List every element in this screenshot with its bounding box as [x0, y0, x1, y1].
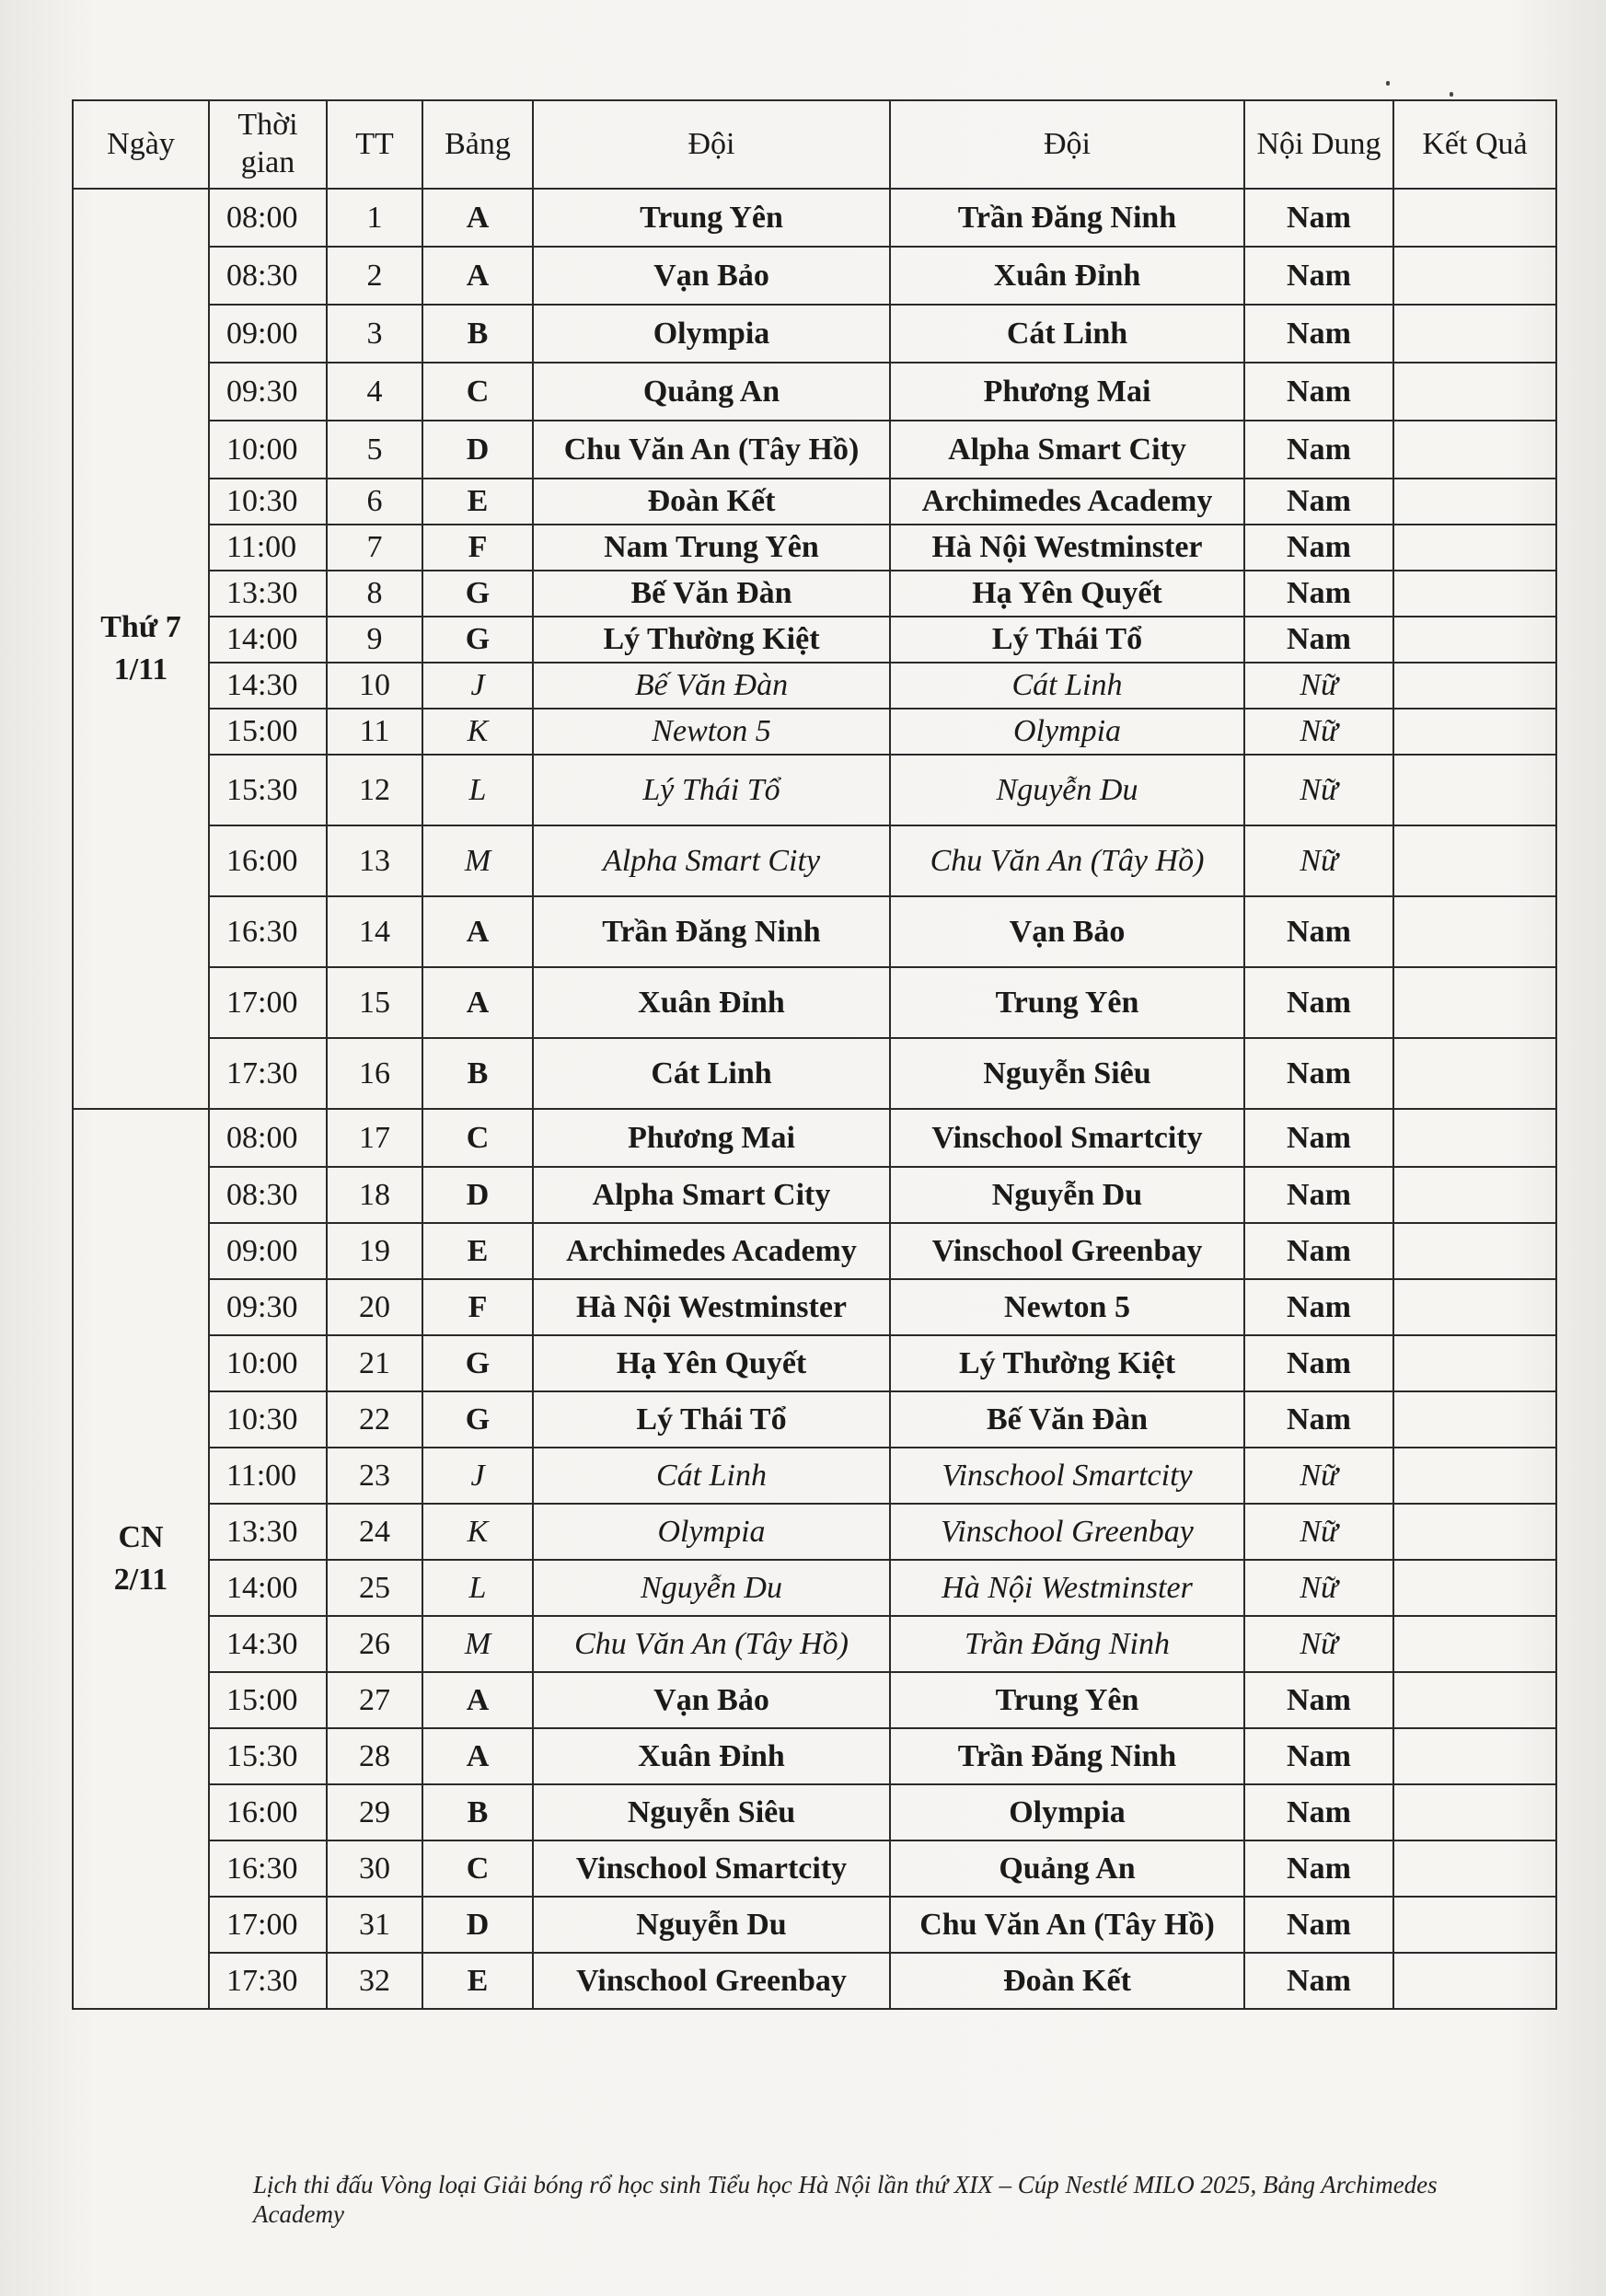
match-category: Nam — [1244, 1897, 1393, 1953]
match-row — [73, 1448, 1556, 1504]
team-1-name: Lý Thái Tổ — [533, 755, 890, 825]
match-group: L — [422, 755, 533, 825]
match-group: G — [422, 1391, 533, 1448]
match-number: 8 — [327, 571, 422, 617]
header-result: Kết Quả — [1393, 100, 1556, 189]
match-row — [73, 1109, 1556, 1167]
match-category: Nữ — [1244, 663, 1393, 709]
match-result[interactable] — [1393, 1504, 1556, 1560]
match-category: Nam — [1244, 1784, 1393, 1840]
match-result[interactable] — [1393, 421, 1556, 479]
match-category: Nam — [1244, 967, 1393, 1038]
team-2-name: Hạ Yên Quyết — [890, 571, 1244, 617]
match-group: A — [422, 1672, 533, 1728]
match-row — [73, 1223, 1556, 1279]
match-number: 22 — [327, 1391, 422, 1448]
team-1-name: Olympia — [533, 305, 890, 363]
match-row — [73, 247, 1556, 305]
match-category: Nam — [1244, 1223, 1393, 1279]
team-1-name: Phương Mai — [533, 1109, 890, 1167]
match-category: Nam — [1244, 1391, 1393, 1448]
match-result[interactable] — [1393, 1560, 1556, 1616]
day-cell — [73, 1109, 209, 2009]
team-2-name: Đoàn Kết — [890, 1953, 1244, 2009]
match-time: 14:00 — [209, 617, 327, 663]
speck-mark — [1386, 81, 1390, 86]
match-group: A — [422, 967, 533, 1038]
team-2-name: Quảng An — [890, 1840, 1244, 1897]
team-2-name: Lý Thường Kiệt — [890, 1335, 1244, 1391]
day-date: 2/11 — [113, 1563, 168, 1597]
match-number: 19 — [327, 1223, 422, 1279]
match-row — [73, 755, 1556, 825]
team-2-name: Trung Yên — [890, 967, 1244, 1038]
match-result[interactable] — [1393, 755, 1556, 825]
match-result[interactable] — [1393, 1223, 1556, 1279]
team-2-name: Alpha Smart City — [890, 421, 1244, 479]
team-2-name: Cát Linh — [890, 305, 1244, 363]
day-label: Thứ 7 — [100, 610, 181, 645]
team-2-name: Trần Đăng Ninh — [890, 1616, 1244, 1672]
match-group: K — [422, 709, 533, 755]
team-1-name: Vinschool Smartcity — [533, 1840, 890, 1897]
match-time: 16:00 — [209, 1784, 327, 1840]
team-1-name: Xuân Đỉnh — [533, 1728, 890, 1784]
match-result[interactable] — [1393, 825, 1556, 896]
team-2-name: Nguyễn Du — [890, 755, 1244, 825]
match-result[interactable] — [1393, 1897, 1556, 1953]
match-row — [73, 663, 1556, 709]
match-result[interactable] — [1393, 305, 1556, 363]
match-row — [73, 1167, 1556, 1223]
match-group: E — [422, 1953, 533, 2009]
document-caption: Lịch thi đấu Vòng loại Giải bóng rổ học sinh Tiểu học Hà Nội lần thứ XIX – Cúp Nestlé MILO 2025, Bảng Archimedes Academy — [253, 2171, 1438, 2229]
match-group: A — [422, 189, 533, 247]
match-number: 12 — [327, 755, 422, 825]
match-category: Nam — [1244, 617, 1393, 663]
match-number: 15 — [327, 967, 422, 1038]
match-category: Nam — [1244, 479, 1393, 525]
match-result[interactable] — [1393, 1335, 1556, 1391]
match-result[interactable] — [1393, 967, 1556, 1038]
match-result[interactable] — [1393, 1391, 1556, 1448]
team-2-name: Chu Văn An (Tây Hồ) — [890, 825, 1244, 896]
match-number: 9 — [327, 617, 422, 663]
match-category: Nam — [1244, 189, 1393, 247]
match-result[interactable] — [1393, 1953, 1556, 2009]
header-number: TT — [327, 100, 422, 189]
match-number: 13 — [327, 825, 422, 896]
match-result[interactable] — [1393, 1109, 1556, 1167]
match-row — [73, 421, 1556, 479]
match-number: 4 — [327, 363, 422, 421]
team-1-name: Vạn Bảo — [533, 247, 890, 305]
day-cell — [73, 189, 209, 1109]
match-result[interactable] — [1393, 709, 1556, 755]
match-group: D — [422, 1167, 533, 1223]
match-category: Nam — [1244, 421, 1393, 479]
match-time: 10:30 — [209, 1391, 327, 1448]
team-2-name: Chu Văn An (Tây Hồ) — [890, 1897, 1244, 1953]
match-time: 11:00 — [209, 525, 327, 571]
match-number: 5 — [327, 421, 422, 479]
team-2-name: Archimedes Academy — [890, 479, 1244, 525]
match-category: Nam — [1244, 1953, 1393, 2009]
team-2-name: Vinschool Smartcity — [890, 1109, 1244, 1167]
match-row — [73, 363, 1556, 421]
header-row — [73, 100, 1556, 189]
match-category: Nam — [1244, 1167, 1393, 1223]
match-row — [73, 479, 1556, 525]
match-time: 08:30 — [209, 1167, 327, 1223]
match-category: Nam — [1244, 525, 1393, 571]
team-1-name: Quảng An — [533, 363, 890, 421]
match-time: 11:00 — [209, 1448, 327, 1504]
team-1-name: Nguyễn Du — [533, 1897, 890, 1953]
match-row — [73, 1897, 1556, 1953]
match-group: A — [422, 247, 533, 305]
match-time: 13:30 — [209, 571, 327, 617]
team-1-name: Olympia — [533, 1504, 890, 1560]
team-1-name: Bế Văn Đàn — [533, 663, 890, 709]
match-number: 6 — [327, 479, 422, 525]
match-result[interactable] — [1393, 247, 1556, 305]
match-time: 17:00 — [209, 967, 327, 1038]
match-number: 26 — [327, 1616, 422, 1672]
match-number: 7 — [327, 525, 422, 571]
match-group: F — [422, 1279, 533, 1335]
match-row — [73, 305, 1556, 363]
team-1-name: Vinschool Greenbay — [533, 1953, 890, 2009]
team-2-name: Xuân Đỉnh — [890, 247, 1244, 305]
match-row — [73, 1672, 1556, 1728]
match-category: Nam — [1244, 1279, 1393, 1335]
team-1-name: Xuân Đỉnh — [533, 967, 890, 1038]
match-group: F — [422, 525, 533, 571]
match-time: 17:00 — [209, 1897, 327, 1953]
match-number: 2 — [327, 247, 422, 305]
team-1-name: Trung Yên — [533, 189, 890, 247]
match-time: 17:30 — [209, 1953, 327, 2009]
match-group: A — [422, 1728, 533, 1784]
match-number: 16 — [327, 1038, 422, 1109]
match-row — [73, 1784, 1556, 1840]
match-group: C — [422, 1840, 533, 1897]
match-time: 09:30 — [209, 1279, 327, 1335]
team-2-name: Phương Mai — [890, 363, 1244, 421]
match-group: C — [422, 363, 533, 421]
match-number: 28 — [327, 1728, 422, 1784]
match-category: Nam — [1244, 1335, 1393, 1391]
match-group: B — [422, 305, 533, 363]
match-category: Nam — [1244, 1728, 1393, 1784]
team-1-name: Chu Văn An (Tây Hồ) — [533, 421, 890, 479]
match-time: 13:30 — [209, 1504, 327, 1560]
match-time: 15:30 — [209, 1728, 327, 1784]
match-schedule-table — [72, 99, 1557, 2010]
team-1-name: Hạ Yên Quyết — [533, 1335, 890, 1391]
match-category: Nữ — [1244, 1616, 1393, 1672]
match-row — [73, 896, 1556, 967]
match-row — [73, 1279, 1556, 1335]
day-label: CN — [118, 1520, 164, 1555]
match-group: E — [422, 479, 533, 525]
match-time: 10:30 — [209, 479, 327, 525]
match-number: 31 — [327, 1897, 422, 1953]
match-result[interactable] — [1393, 1167, 1556, 1223]
team-1-name: Nguyễn Siêu — [533, 1784, 890, 1840]
match-result[interactable] — [1393, 525, 1556, 571]
match-result[interactable] — [1393, 1448, 1556, 1504]
team-2-name: Olympia — [890, 1784, 1244, 1840]
match-number: 1 — [327, 189, 422, 247]
match-category: Nữ — [1244, 755, 1393, 825]
match-category: Nữ — [1244, 1560, 1393, 1616]
match-row — [73, 1728, 1556, 1784]
team-2-name: Vinschool Greenbay — [890, 1223, 1244, 1279]
match-category: Nữ — [1244, 709, 1393, 755]
match-group: G — [422, 571, 533, 617]
match-row — [73, 967, 1556, 1038]
team-2-name: Vinschool Smartcity — [890, 1448, 1244, 1504]
match-result[interactable] — [1393, 1616, 1556, 1672]
match-time: 15:30 — [209, 755, 327, 825]
match-result[interactable] — [1393, 896, 1556, 967]
match-result[interactable] — [1393, 1840, 1556, 1897]
match-number: 21 — [327, 1335, 422, 1391]
match-time: 08:00 — [209, 1109, 327, 1167]
match-time: 09:00 — [209, 1223, 327, 1279]
match-row — [73, 189, 1556, 247]
team-2-name: Bế Văn Đàn — [890, 1391, 1244, 1448]
match-row — [73, 1616, 1556, 1672]
match-category: Nữ — [1244, 1448, 1393, 1504]
match-time: 16:30 — [209, 1840, 327, 1897]
match-result[interactable] — [1393, 1038, 1556, 1109]
match-category: Nam — [1244, 896, 1393, 967]
match-time: 16:00 — [209, 825, 327, 896]
match-number: 23 — [327, 1448, 422, 1504]
match-time: 14:00 — [209, 1560, 327, 1616]
match-result[interactable] — [1393, 363, 1556, 421]
match-number: 3 — [327, 305, 422, 363]
match-row — [73, 1953, 1556, 2009]
match-row — [73, 617, 1556, 663]
match-time: 16:30 — [209, 896, 327, 967]
match-time: 15:00 — [209, 1672, 327, 1728]
match-result[interactable] — [1393, 617, 1556, 663]
header-team-2: Đội — [890, 100, 1244, 189]
match-group: K — [422, 1504, 533, 1560]
match-time: 08:30 — [209, 247, 327, 305]
match-number: 14 — [327, 896, 422, 967]
team-1-name: Lý Thái Tổ — [533, 1391, 890, 1448]
team-1-name: Newton 5 — [533, 709, 890, 755]
match-result[interactable] — [1393, 189, 1556, 247]
team-1-name: Đoàn Kết — [533, 479, 890, 525]
match-row — [73, 825, 1556, 896]
header-time: Thời gian — [209, 100, 327, 189]
match-row — [73, 1504, 1556, 1560]
match-time: 09:00 — [209, 305, 327, 363]
match-category: Nam — [1244, 1672, 1393, 1728]
team-2-name: Trung Yên — [890, 1672, 1244, 1728]
team-1-name: Alpha Smart City — [533, 825, 890, 896]
team-1-name: Hà Nội Westminster — [533, 1279, 890, 1335]
match-category: Nam — [1244, 1840, 1393, 1897]
match-group: J — [422, 663, 533, 709]
match-row — [73, 525, 1556, 571]
header-group: Bảng — [422, 100, 533, 189]
match-category: Nam — [1244, 1109, 1393, 1167]
match-result[interactable] — [1393, 479, 1556, 525]
match-category: Nữ — [1244, 1504, 1393, 1560]
team-1-name: Trần Đăng Ninh — [533, 896, 890, 967]
team-2-name: Nguyễn Siêu — [890, 1038, 1244, 1109]
team-1-name: Archimedes Academy — [533, 1223, 890, 1279]
match-number: 18 — [327, 1167, 422, 1223]
match-time: 14:30 — [209, 1616, 327, 1672]
team-1-name: Nam Trung Yên — [533, 525, 890, 571]
team-2-name: Trần Đăng Ninh — [890, 189, 1244, 247]
team-2-name: Newton 5 — [890, 1279, 1244, 1335]
team-1-name: Vạn Bảo — [533, 1672, 890, 1728]
match-group: E — [422, 1223, 533, 1279]
match-group: C — [422, 1109, 533, 1167]
match-time: 08:00 — [209, 189, 327, 247]
match-number: 27 — [327, 1672, 422, 1728]
match-category: Nam — [1244, 571, 1393, 617]
match-result[interactable] — [1393, 571, 1556, 617]
match-category: Nam — [1244, 1038, 1393, 1109]
match-number: 32 — [327, 1953, 422, 2009]
team-1-name: Chu Văn An (Tây Hồ) — [533, 1616, 890, 1672]
match-category: Nam — [1244, 363, 1393, 421]
match-row — [73, 1038, 1556, 1109]
team-2-name: Cát Linh — [890, 663, 1244, 709]
team-1-name: Nguyễn Du — [533, 1560, 890, 1616]
team-1-name: Lý Thường Kiệt — [533, 617, 890, 663]
match-result[interactable] — [1393, 1728, 1556, 1784]
schedule-body — [73, 189, 1556, 2009]
match-time: 14:30 — [209, 663, 327, 709]
match-group: L — [422, 1560, 533, 1616]
team-2-name: Vạn Bảo — [890, 896, 1244, 967]
match-row — [73, 571, 1556, 617]
match-number: 11 — [327, 709, 422, 755]
day-date: 1/11 — [113, 652, 168, 686]
match-group: M — [422, 825, 533, 896]
match-row — [73, 1391, 1556, 1448]
match-result[interactable] — [1393, 1279, 1556, 1335]
team-1-name: Cát Linh — [533, 1448, 890, 1504]
header-content: Nội Dung — [1244, 100, 1393, 189]
match-category: Nam — [1244, 247, 1393, 305]
match-number: 24 — [327, 1504, 422, 1560]
team-1-name: Alpha Smart City — [533, 1167, 890, 1223]
match-result[interactable] — [1393, 663, 1556, 709]
match-result[interactable] — [1393, 1672, 1556, 1728]
speck-mark — [1450, 92, 1453, 97]
match-number: 25 — [327, 1560, 422, 1616]
match-number: 10 — [327, 663, 422, 709]
match-time: 10:00 — [209, 421, 327, 479]
team-2-name: Vinschool Greenbay — [890, 1504, 1244, 1560]
match-group: D — [422, 1897, 533, 1953]
header-date: Ngày — [73, 100, 209, 189]
team-2-name: Hà Nội Westminster — [890, 1560, 1244, 1616]
team-2-name: Trần Đăng Ninh — [890, 1728, 1244, 1784]
match-category: Nam — [1244, 305, 1393, 363]
match-group: M — [422, 1616, 533, 1672]
match-group: B — [422, 1038, 533, 1109]
match-time: 09:30 — [209, 363, 327, 421]
match-number: 20 — [327, 1279, 422, 1335]
match-group: G — [422, 617, 533, 663]
match-category: Nữ — [1244, 825, 1393, 896]
match-group: A — [422, 896, 533, 967]
team-2-name: Nguyễn Du — [890, 1167, 1244, 1223]
match-row — [73, 1335, 1556, 1391]
match-row — [73, 1560, 1556, 1616]
team-1-name: Cát Linh — [533, 1038, 890, 1109]
match-group: J — [422, 1448, 533, 1504]
match-group: D — [422, 421, 533, 479]
match-time: 17:30 — [209, 1038, 327, 1109]
header-team-1: Đội — [533, 100, 890, 189]
match-number: 30 — [327, 1840, 422, 1897]
team-2-name: Lý Thái Tổ — [890, 617, 1244, 663]
team-2-name: Olympia — [890, 709, 1244, 755]
team-2-name: Hà Nội Westminster — [890, 525, 1244, 571]
match-number: 29 — [327, 1784, 422, 1840]
match-row — [73, 1840, 1556, 1897]
match-result[interactable] — [1393, 1784, 1556, 1840]
match-group: B — [422, 1784, 533, 1840]
match-row — [73, 709, 1556, 755]
match-group: G — [422, 1335, 533, 1391]
team-1-name: Bế Văn Đàn — [533, 571, 890, 617]
match-time: 15:00 — [209, 709, 327, 755]
match-time: 10:00 — [209, 1335, 327, 1391]
match-number: 17 — [327, 1109, 422, 1167]
